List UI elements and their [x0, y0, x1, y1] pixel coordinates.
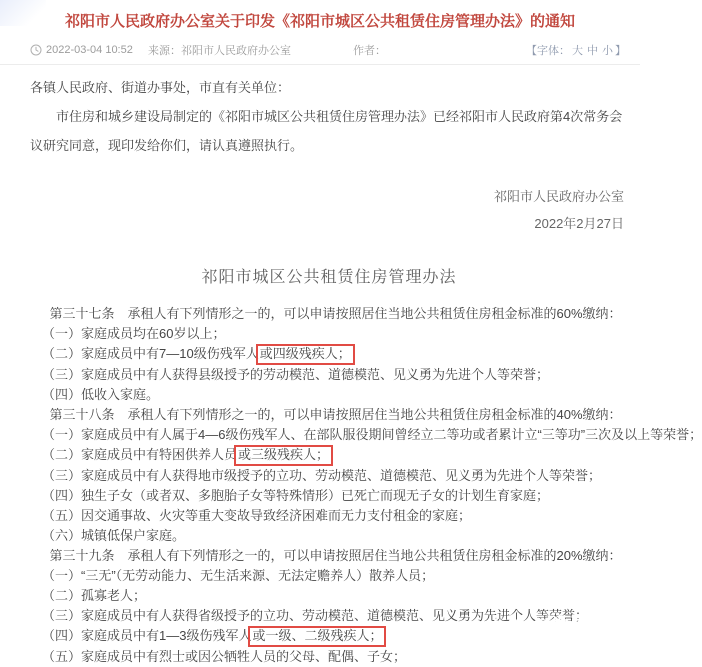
- font-size-label: 【字体：: [526, 45, 570, 57]
- font-size-medium-button[interactable]: 中: [587, 45, 598, 57]
- source-group: [148, 42, 291, 58]
- article-item: （一）家庭成员中有人属于4—6级伤残军人、在部队服役期间曾经立二等功或者累计立“三等功”三次及以上等荣誉；: [42, 427, 702, 442]
- article-item: （三）家庭成员中有人获得地市级授予的立功、劳动模范、道德模范、见义勇为先进个人等荣誉；: [42, 468, 602, 483]
- divider: [0, 64, 640, 65]
- publish-time-group: [30, 44, 148, 56]
- notice-body: 市住房和城乡建设局制定的《祁阳市城区公共租赁住房管理办法》已经祁阳市人民政府第4次常务会议研究同意，现印发给你们，请认真遵照执行。: [30, 109, 623, 153]
- publish-time: 2022-03-04 10:52: [46, 44, 133, 56]
- watermark-toutiao: 头条 @为民热线: [483, 609, 631, 642]
- article-heading: 第三十九条 承租人有下列情形之一的，可以申请按照居住当地公共租赁住房租金标准的20%缴纳：: [49, 548, 622, 563]
- highlight-box: 或四级残疾人；: [256, 344, 355, 365]
- article-item: （五）因交通事故、火灾等重大变故导致经济困难而无力支付租金的家庭；: [42, 508, 472, 523]
- font-size-small-button[interactable]: 小: [602, 45, 613, 57]
- article-heading: 第三十八条 承租人有下列情形之一的，可以申请按照居住当地公共租赁住房租金标准的40%缴纳：: [49, 407, 622, 422]
- article-item: （三）家庭成员中有人获得县级授予的劳动模范、道德模范、见义勇为先进个人等荣誉；: [42, 367, 550, 382]
- article-item: [42, 445, 628, 466]
- font-size-control: [526, 42, 626, 58]
- article-item: （五）家庭成员中有烈士或因公牺牲人员的父母、配偶、子女；: [42, 649, 407, 664]
- meta-bar: [30, 41, 626, 59]
- author-label: 作者：: [353, 45, 386, 57]
- article-item: [42, 344, 628, 365]
- article-item: （六）城镇低保户家庭。: [42, 528, 186, 543]
- document-title: 祁阳市城区公共租赁住房管理办法: [201, 269, 457, 286]
- notice-content: [30, 77, 702, 667]
- article-item: （一）“三无”（无劳动能力、无生活来源、无法定赡养人）散养人员；: [42, 568, 435, 583]
- article-item: （四）独生子女（或者双、多胞胎子女等特殊情形）已死亡而现无子女的计划生育家庭；: [42, 488, 550, 503]
- article-item: （一）家庭成员均在60岁以上；: [42, 326, 226, 341]
- signature-org: 祁阳市人民政府办公室: [493, 189, 624, 204]
- salutation: 各镇人民政府、街道办事处，市直有关单位：: [30, 80, 291, 95]
- article-item: （三）家庭成员中有人获得省级授予的立功、劳动模范、道德模范、见义勇为先进个人等荣誉；: [42, 608, 589, 623]
- article-item: （四）低收入家庭。: [42, 387, 160, 402]
- font-size-label-end: 】: [615, 45, 626, 57]
- source-label: 来源：: [148, 45, 181, 57]
- page-title: 祁阳市人民政府办公室关于印发《祁阳市城区公共租赁住房管理办法》的通知: [64, 13, 575, 30]
- article-item: （二）孤寡老人；: [42, 588, 147, 603]
- highlight-box: 或三级残疾人；: [234, 445, 333, 466]
- highlight-box: 或一级、二级残疾人；: [248, 626, 386, 647]
- font-size-large-button[interactable]: 大: [572, 45, 583, 57]
- item-text: （二）家庭成员中有7—10级伤残军人: [42, 346, 259, 361]
- source-value: 祁阳市人民政府办公室: [181, 45, 291, 57]
- item-text: （二）家庭成员中有特困供养人员: [42, 447, 238, 462]
- article-heading: 第三十七条 承租人有下列情形之一的，可以申请按照居住当地公共租赁住房租金标准的60%缴纳：: [49, 306, 622, 321]
- corner-artifact: [0, 0, 46, 26]
- signature-date: 2022年2月27日: [534, 216, 624, 231]
- item-text: （四）家庭成员中有1—3级伤残军人: [42, 628, 252, 643]
- clock-icon: [30, 44, 42, 56]
